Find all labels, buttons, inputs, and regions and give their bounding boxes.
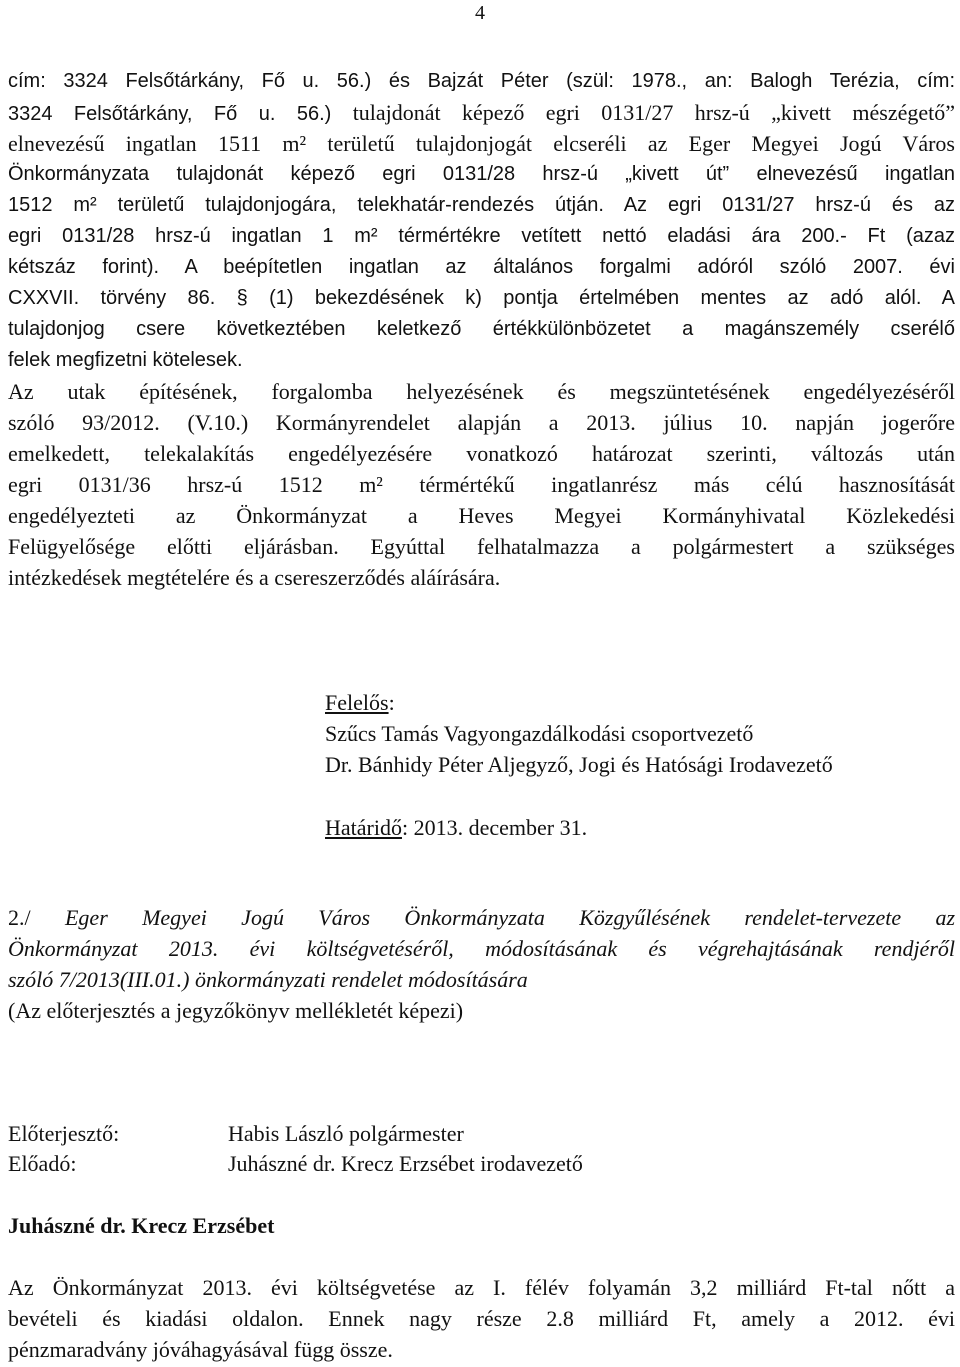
responsible-person: Szűcs Tamás Vagyongazdálkodási csoportvezető (325, 721, 754, 746)
agenda-title-text: Eger Megyei Jogú Város Önkormányzata Közgyűlésének rendelet-tervezete az (64, 905, 956, 930)
presenter-row (8, 1119, 955, 1149)
text-line: tulajdonjog csere következtében keletkező értékkülönbözetet a magánszemély cserélő (8, 318, 955, 340)
text-line: egri 0131/36 hrsz-ú 1512 m² térmértékű ingatlanrész más célú hasznosítását (8, 472, 955, 497)
page-number: 4 (475, 2, 485, 24)
responsible-label-line (325, 687, 945, 718)
text-line: bevételi és kiadási oldalon. Ennek nagy része 2.8 milliárd Ft, amely a 2012. évi (8, 1306, 955, 1331)
speaker-heading (8, 1210, 955, 1241)
text-line: intézkedések megtételére és a csereszerződés aláírására. (8, 565, 501, 590)
text-line: 1512 m² területű tulajdonjogára, telekhatár-rendezés útján. Az egri 0131/27 hrsz-ú és az (8, 194, 955, 216)
text-line: Az utak építésének, forgalomba helyezésének és megszüntetésének engedélyezéséről (8, 379, 955, 404)
agenda-title-line (8, 902, 955, 933)
presenter-value: Juhászné dr. Krecz Erzsébet irodavezető (228, 1151, 583, 1176)
body-text (8, 66, 955, 593)
agenda-title-line: Önkormányzat 2013. évi költségvetéséről, módosításának és végrehajtásának rendjéről (8, 936, 955, 961)
agenda-note: (Az előterjesztés a jegyzőkönyv mellékletét képezi) (8, 998, 464, 1023)
text-line (8, 97, 955, 128)
text-line: elnevezésű ingatlan 1511 m² területű tulajdonjogát elcseréli az Eger Megyei Jogú Város (8, 131, 955, 156)
deadline-value: 2013. december 31. (413, 815, 588, 840)
deadline-section (325, 812, 945, 843)
presenter-label: Előadó: (8, 1151, 77, 1176)
presenter-row (8, 1149, 955, 1179)
agenda-title-line: szóló 7/2013(III.01.) önkormányzati rendelet módosítására (8, 967, 528, 992)
text-segment: tulajdonát képező egri 0131/27 hrsz-ú „kivett mészégető” (352, 100, 956, 125)
text-line: engedélyezteti az Önkormányzat a Heves Megyei Kormányhivatal Közlekedési (8, 503, 955, 528)
text-line: cím: 3324 Felsőtárkány, Fő u. 56.) és Bajzát Péter (szül: 1978., an: Balogh Terézia, cím: (8, 70, 955, 92)
label-punct: : (401, 815, 409, 840)
text-line: emelkedett, telekalakítás engedélyezésére vonatkozó határozat szerinti, változás után (8, 441, 955, 466)
closing-paragraph (8, 1272, 955, 1365)
responsible-label: Felelős (325, 690, 389, 715)
agenda-number: 2./ (8, 905, 31, 930)
deadline-line (325, 812, 945, 843)
text-line: Az Önkormányzat 2013. évi költségvetése az I. félév folyamán 3,2 milliárd Ft-tal nőtt a (8, 1275, 955, 1300)
agenda-item (8, 902, 955, 1026)
deadline-label: Határidő (325, 815, 402, 840)
text-line: szóló 93/2012. (V.10.) Kormányrendelet alapján a 2013. július 10. napján jogerőre (8, 410, 955, 435)
text-line: kétszáz forint). A beépítetlen ingatlan az általános forgalmi adóról szóló 2007. évi (8, 256, 955, 278)
speaker-name: Juhászné dr. Krecz Erzsébet (8, 1213, 275, 1238)
presenter-value: Habis László polgármester (228, 1121, 464, 1146)
text-line: egri 0131/28 hrsz-ú ingatlan 1 m² térmértékre vetített nettó eladási ára 200.- Ft (azaz (8, 225, 955, 247)
presenters (8, 1119, 955, 1179)
label-punct: : (388, 690, 395, 715)
responsible-person: Dr. Bánhidy Péter Aljegyző, Jogi és Hatósági Irodavezető (325, 752, 833, 777)
text-line: CXXVII. törvény 86. § (1) bekezdésének k) pontja értelmében mentes az adó alól. A (8, 287, 955, 309)
presenter-label: Előterjesztő: (8, 1121, 120, 1146)
text-line: Önkormányzata tulajdonát képező egri 0131/28 hrsz-ú „kivett út” elnevezésű ingatlan (8, 163, 955, 185)
text-segment: 3324 Felsőtárkány, Fő u. 56.) (8, 103, 332, 125)
responsible-section (325, 687, 945, 780)
text-line: Felügyelősége előtti eljárásban. Egyúttal felhatalmazza a polgármestert a szükséges (8, 534, 955, 559)
text-line: pénzmaradvány jóváhagyásával függ össze. (8, 1337, 393, 1362)
text-line: felek megfizetni kötelesek. (8, 349, 243, 371)
